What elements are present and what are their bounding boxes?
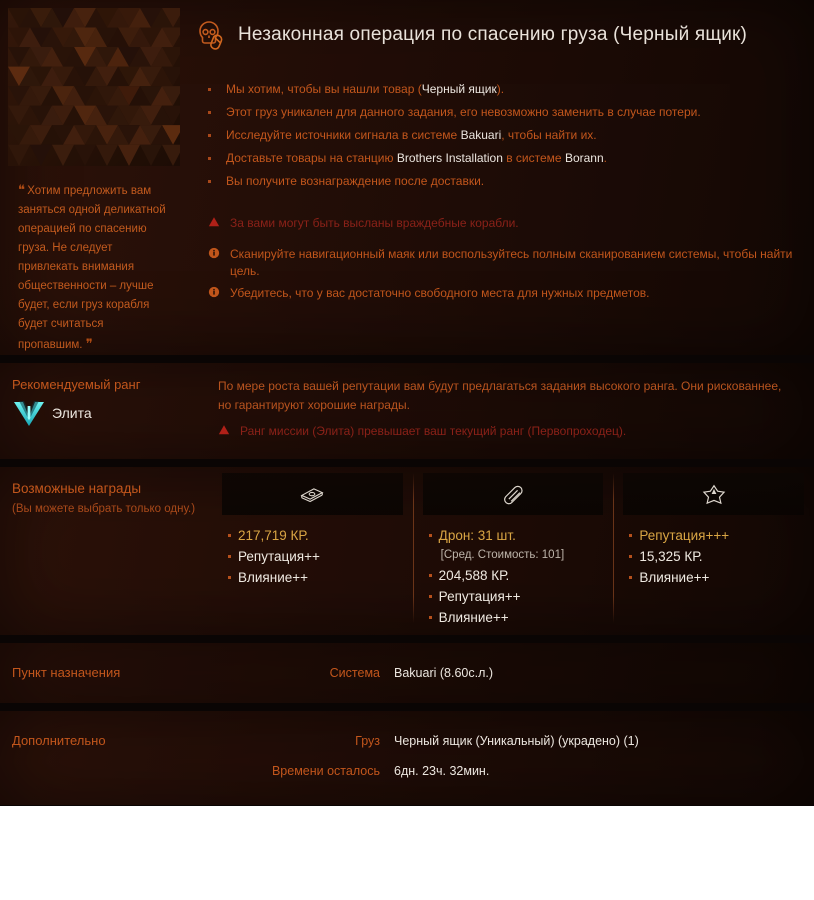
notices-list	[186, 215, 798, 311]
notice-text: За вами могут быть высланы враждебные корабли.	[230, 216, 519, 230]
reward-item: Репутация++	[226, 546, 403, 567]
mission-flavor-quote	[8, 180, 180, 355]
skull-canister-icon	[190, 15, 230, 55]
reward-option-credits[interactable]	[212, 467, 413, 635]
objective-item: Вы получите вознаграждение после доставки.	[204, 170, 798, 193]
objective-item: Исследуйте источники сигнала в системе Bakuari, чтобы найти их.	[204, 124, 798, 147]
time-remaining-row	[0, 748, 814, 778]
notice-text: Сканируйте навигационный маяк или воспользуйтесь полным сканированием системы, чтобы найти цель.	[230, 247, 793, 278]
additional-info-section	[0, 711, 814, 805]
notice-danger	[208, 215, 798, 241]
reward-item-note: [Сред. Стоимость: 101]	[440, 549, 565, 561]
notice-text: Убедитесь, что у вас достаточно свободного места для нужных предметов.	[230, 286, 650, 300]
possible-rewards-section	[0, 467, 814, 635]
star-icon	[702, 483, 726, 505]
info-circle-icon	[208, 246, 230, 264]
reward-items	[623, 525, 804, 588]
objective-item: Доставьте товары на станцию Brothers Installation в системе Borann.	[204, 147, 798, 170]
rank-label: Рекомендуемый ранг	[12, 377, 141, 392]
reward-item: Влияние++	[226, 567, 403, 588]
reward-item: Влияние++	[427, 607, 604, 628]
reward-item: 204,588 КР.	[427, 565, 604, 586]
reward-item: 15,325 КР.	[627, 546, 804, 567]
reward-items	[423, 525, 604, 628]
reward-icon-bar	[222, 473, 403, 515]
rewards-subtitle: (Вы можете выбрать только одну.)	[12, 503, 196, 515]
money-stack-icon	[298, 484, 326, 505]
rewards-label-column	[0, 467, 212, 635]
destination-label: Пункт назначения	[12, 665, 121, 680]
reward-option-reputation[interactable]	[613, 467, 814, 635]
rank-description: По мере роста вашей репутации вам будут предлагаться задания высокого ранга. Они рискованнее, но гарантируют хорошие награды.	[218, 379, 782, 412]
reward-item: Репутация+++	[627, 525, 804, 546]
page-title: Незаконная операция по спасению груза (Черный ящик)	[238, 24, 748, 45]
page-blank-area	[0, 806, 814, 900]
quote-close-mark: ❞	[85, 336, 92, 351]
destination-row	[0, 643, 814, 680]
rank-value-row	[12, 398, 180, 428]
cargo-value: Черный ящик (Уникальный) (украдено) (1)	[394, 734, 639, 748]
reward-item: Влияние++	[627, 567, 804, 588]
mission-thumbnail-image	[8, 8, 180, 166]
rank-warning	[218, 424, 794, 439]
destination-system-value: Bakuari (8.60с.л.)	[394, 666, 493, 680]
reward-icon-bar	[623, 473, 804, 515]
mission-title-row	[186, 8, 798, 62]
objectives-list	[186, 78, 798, 193]
quote-text: Хотим предложить вам заняться одной деликатной операцией по спасению груза. Не следует привлекать внимания общественности – лучше будет, если груз корабля будет считаться пропавшим.	[18, 185, 166, 351]
notice-info	[208, 246, 798, 280]
rank-label-column	[0, 363, 180, 459]
destination-section	[0, 643, 814, 703]
time-remaining-key: Времени осталось	[271, 764, 380, 778]
reward-items	[222, 525, 403, 588]
cargo-key: Груз	[355, 734, 380, 748]
warning-triangle-icon	[208, 215, 230, 233]
info-circle-icon	[208, 285, 230, 303]
rewards-title: Возможные награды	[12, 481, 142, 496]
rewards-options	[212, 467, 814, 635]
reward-option-cargo[interactable]	[413, 467, 614, 635]
reward-icon-bar	[423, 473, 604, 515]
reward-item: Дрон: 31 шт.	[427, 525, 604, 546]
cargo-canister-icon	[500, 483, 526, 505]
quote-open-mark: ❝	[18, 182, 24, 197]
notice-info	[208, 285, 798, 311]
warning-triangle-icon	[218, 424, 240, 439]
recommended-rank-section	[0, 363, 814, 459]
mission-overview-section	[0, 0, 814, 355]
time-remaining-value: 6дн. 23ч. 32мин.	[394, 764, 490, 778]
rank-description-column	[180, 363, 814, 459]
rank-name: Элита	[52, 405, 92, 421]
objective-item: Мы хотим, чтобы вы нашли товар (Черный ящик).	[204, 78, 798, 101]
rank-warning-text: Ранг миссии (Элита) превышает ваш текущий ранг (Первопроходец).	[240, 424, 627, 438]
mission-details-column	[180, 8, 814, 355]
objective-item: Этот груз уникален для данного задания, его невозможно заменить в случае потери.	[204, 101, 798, 124]
reward-item: 217,719 КР.	[226, 525, 403, 546]
elite-wings-icon	[12, 398, 46, 428]
destination-system-key: Система	[329, 666, 380, 680]
cargo-row	[0, 711, 814, 748]
mission-thumbnail-column	[0, 8, 180, 355]
additional-label: Дополнительно	[12, 733, 106, 748]
reward-item: Репутация++	[427, 586, 604, 607]
